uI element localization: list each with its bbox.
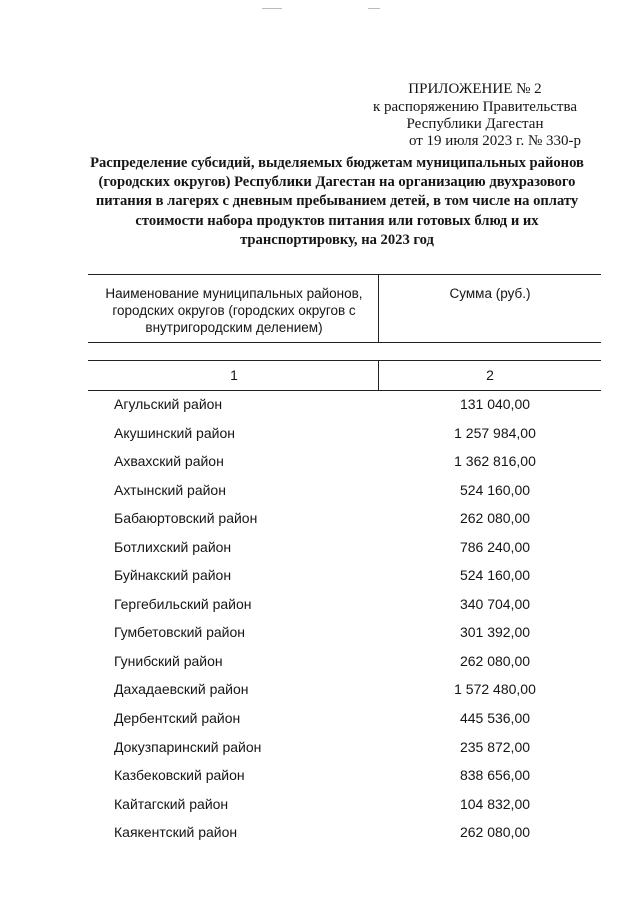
district-name: Бабаюртовский район	[114, 510, 258, 527]
table-header-divider	[378, 274, 379, 342]
subsidy-amount: 838 656,00	[459, 767, 531, 784]
district-name: Дербентский район	[114, 710, 241, 727]
table-row	[0, 681, 640, 710]
scan-speck	[368, 8, 380, 9]
table-row	[0, 510, 640, 539]
table-colnum-divider	[378, 360, 379, 390]
column-number-2: 2	[486, 367, 494, 383]
subsidy-amount: 235 872,00	[459, 738, 531, 755]
district-name: Акушинский район	[114, 424, 235, 441]
document-heading: Распределение субсидий, выделяемых бюджетам муниципальных районов (городских округов) Республики Дагестан на организацию двухразового питания в лагерях с дневным пребыванием детей, в том числе на оплату стоимости набора продуктов питания или готовых блюд и их транспортировку, на 2023 год	[90, 155, 584, 248]
district-name: Докузпаринский район	[114, 738, 262, 755]
district-name: Гергебильский район	[114, 595, 252, 612]
subsidy-amount: 340 704,00	[459, 595, 531, 612]
district-name: Гумбетовский район	[114, 624, 246, 641]
column-header-amount: Сумма (руб.)	[449, 286, 531, 301]
table-row	[0, 567, 640, 596]
subsidy-amount: 1 362 816,00	[454, 453, 536, 470]
table-row	[0, 425, 640, 454]
subsidy-amount: 1 257 984,00	[454, 424, 536, 441]
subsidy-amount: 104 832,00	[459, 795, 531, 812]
district-name: Дахадаевский район	[114, 681, 249, 698]
table-row	[0, 796, 640, 825]
district-name: Ботлихский район	[114, 538, 232, 555]
appendix-authority: Республики Дагестан	[406, 116, 544, 132]
table-row	[0, 824, 640, 853]
column-header-name: Наименование муниципальных районов, городских округов (городских округов с внутригородским делением)	[105, 286, 363, 335]
subsidy-amount: 1 572 480,00	[454, 681, 536, 698]
table-body	[0, 396, 640, 853]
subsidy-amount: 524 160,00	[459, 481, 531, 498]
table-row	[0, 710, 640, 739]
table-row	[0, 624, 640, 653]
district-name: Каякентский район	[114, 824, 238, 841]
appendix-date-number: от 19 июля 2023 г. № 330-р	[408, 133, 582, 149]
table-row	[0, 539, 640, 568]
table-row	[0, 767, 640, 796]
subsidy-amount: 131 040,00	[459, 396, 531, 412]
table-top-rule	[88, 274, 601, 275]
subsidy-amount: 262 080,00	[459, 824, 531, 841]
district-name: Ахвахский район	[114, 453, 224, 470]
district-name: Гунибский район	[114, 652, 223, 669]
table-colnum-bottom-rule	[88, 390, 601, 391]
subsidy-amount: 786 240,00	[459, 538, 531, 555]
table-row	[0, 653, 640, 682]
table-header-bottom-rule	[88, 342, 601, 343]
district-name: Казбековский район	[114, 767, 245, 784]
subsidy-amount: 301 392,00	[459, 624, 531, 641]
table-row	[0, 396, 640, 425]
column-number-1: 1	[230, 367, 238, 383]
appendix-title: ПРИЛОЖЕНИЕ № 2	[408, 81, 542, 97]
subsidy-amount: 445 536,00	[459, 710, 531, 727]
district-name: Кайтагский район	[114, 795, 229, 812]
scan-speck	[262, 8, 282, 9]
table-row	[0, 596, 640, 625]
table-row	[0, 453, 640, 482]
subsidy-amount: 524 160,00	[459, 567, 531, 584]
table-colnum-top-rule	[88, 360, 601, 361]
district-name: Буйнакский район	[114, 567, 232, 584]
subsidy-amount: 262 080,00	[459, 510, 531, 527]
district-name: Ахтынский район	[114, 481, 226, 498]
table-row	[0, 482, 640, 511]
appendix-reference: к распоряжению Правительства	[372, 99, 577, 115]
district-name: Агульский район	[114, 396, 223, 412]
subsidy-amount: 262 080,00	[459, 652, 531, 669]
table-row	[0, 739, 640, 768]
